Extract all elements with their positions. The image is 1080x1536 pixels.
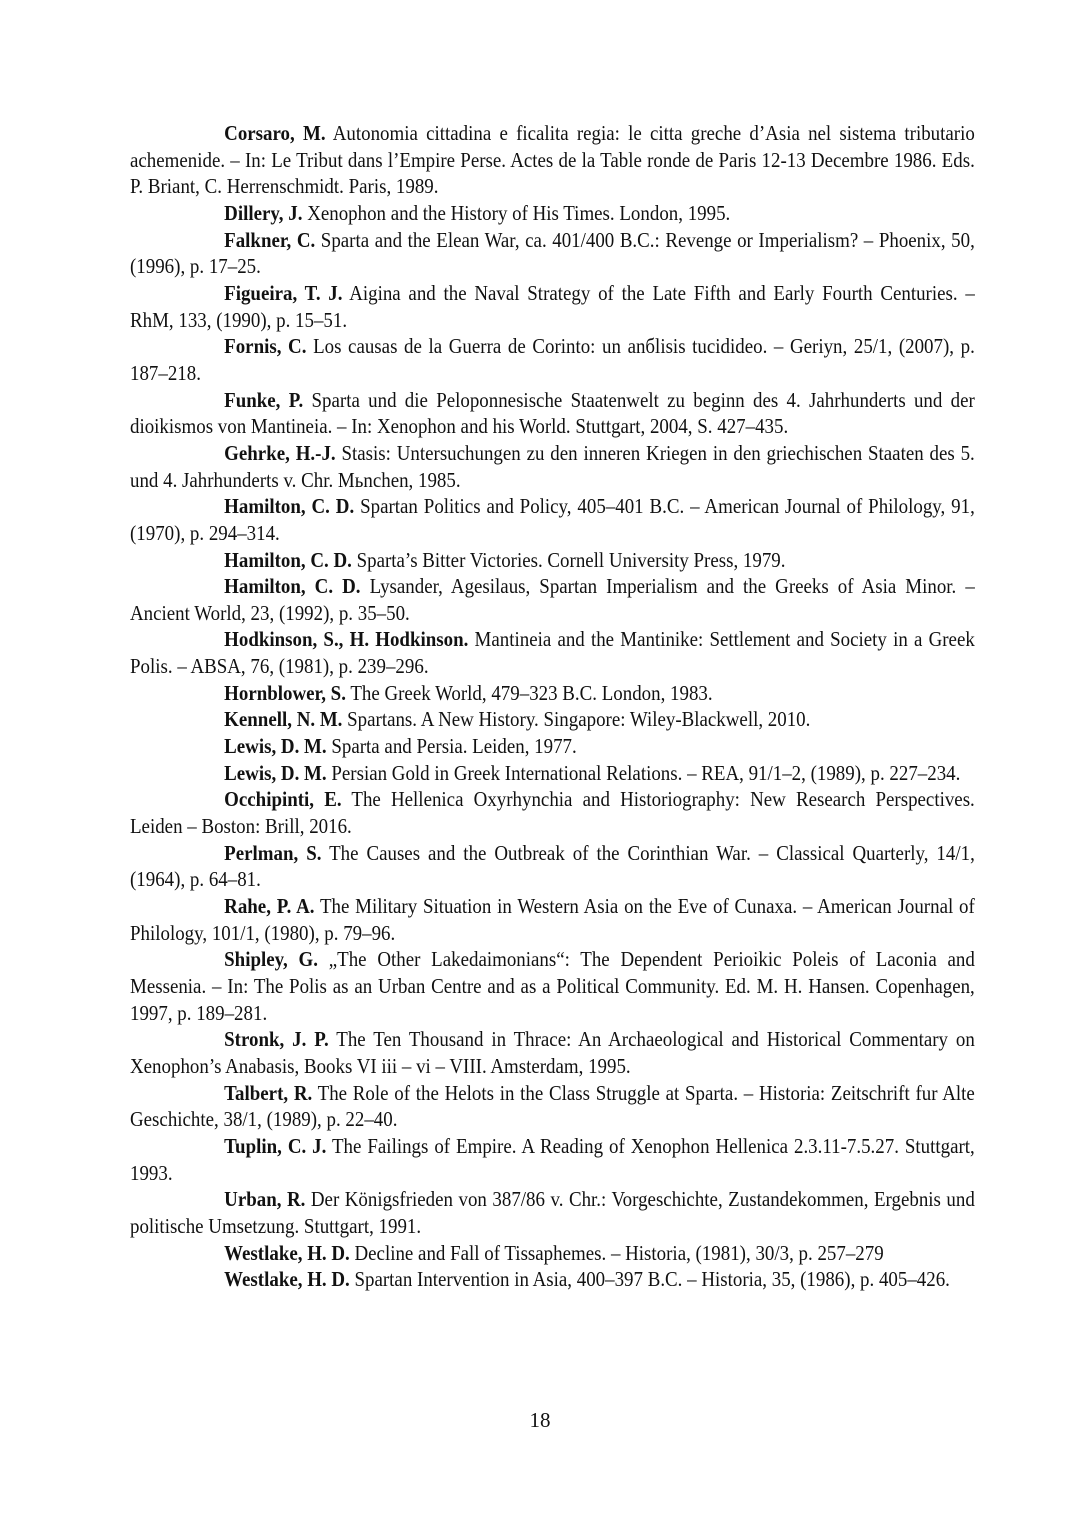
entry-author: Talbert, R.	[224, 1080, 313, 1105]
entry-text: „The Other Lakedaimonians“: The Dependent Perioikic Poleis of Laconia and Messenia. – In: The Polis as an Urban Centre and as a Political Community. Ed. M. H. Hansen. Copenhagen, 1997, p. 189–281.	[130, 947, 975, 1025]
entry-author: Perlman, S.	[224, 840, 322, 865]
entry-author: Shipley, G.	[224, 947, 319, 972]
entry-text: The Role of the Helots in the Class Struggle at Sparta. – Historia: Zeitschrift fur Alte Geschichte, 38/1, (1989), p. 22–40.	[130, 1080, 975, 1132]
entry-author: Gehrke, H.-J.	[224, 440, 336, 465]
entry-text: Sparta und die Peloponnesische Staatenwelt zu beginn des 4. Jahrhunderts und der dioikismos von Mantineia. – In: Xenophon and his World. Stuttgart, 2004, S. 427–435.	[130, 387, 975, 439]
bibliography-entry	[130, 1026, 975, 1079]
entry-author: Hornblower, S.	[224, 680, 346, 705]
bibliography-entry	[130, 120, 975, 200]
bibliography-entry	[130, 733, 975, 760]
entry-text: Sparta’s Bitter Victories. Cornell University Press, 1979.	[351, 547, 786, 572]
bibliography-entry	[130, 1186, 975, 1239]
bibliography-entry	[130, 387, 975, 440]
entry-author: Fornis, C.	[224, 334, 307, 359]
entry-text: The Military Situation in Western Asia on the Eve of Cunaxa. – American Journal of Philology, 101/1, (1980), p. 79–96.	[130, 894, 975, 945]
entry-author: Occhipinti, E.	[224, 787, 342, 812]
entry-author: Figueira, T. J.	[224, 280, 343, 305]
entry-text: Decline and Fall of Tissaphemes. – Historia, (1981), 30/3, p. 257–279	[349, 1240, 884, 1265]
entry-text: Sparta and Persia. Leiden, 1977.	[326, 734, 577, 759]
entry-author: Hamilton, C. D.	[224, 574, 361, 599]
entry-text: Sparta and the Elean War, ca. 401/400 B.C.: Revenge or Imperialism? – Phoenix, 50, (1996), p. 17–25.	[130, 227, 975, 279]
bibliography-entry	[130, 1133, 975, 1186]
entry-text: Stasis: Untersuchungen zu den inneren Kriegen in den griechischen Staaten des 5. und 4. Jahrhunderts v. Chr. Mьnchen, 1985.	[130, 440, 975, 492]
entry-author: Westlake, H. D.	[224, 1267, 350, 1292]
entry-author: Dillery, J.	[224, 200, 303, 225]
bibliography-entry	[130, 547, 975, 574]
entry-text: The Causes and the Outbreak of the Corinthian War. – Classical Quarterly, 14/1, (1964), p. 64–81.	[130, 840, 975, 892]
entry-author: Corsaro, M.	[224, 121, 326, 145]
entry-text: Los causas de la Guerra de Corinto: un anбlisis tucidideo. – Geriyn, 25/1, (2007), p. 187–218.	[130, 334, 975, 385]
entry-text: Spartan Intervention in Asia, 400–397 B.C. – Historia, 35, (1986), p. 405–426.	[349, 1267, 950, 1292]
bibliography-entry	[130, 1240, 975, 1267]
bibliography-entry	[130, 893, 975, 946]
entry-author: Rahe, P. A.	[224, 894, 315, 919]
entry-text: The Ten Thousand in Thrace: An Archaeological and Historical Commentary on Xenophon’s Anabasis, Books VI iii – vi – VIII. Amsterdam, 1995.	[130, 1027, 975, 1078]
entry-text: Autonomia cittadina e ficalita regia: le citta greche d’Asia nel sistema tributario achemenide. – In: Le Tribut dans l’Empire Perse. Actes de la Table ronde de Paris 12-13 Decembre 1986. Eds. P. Briant, C. Herrenschmidt. Paris, 1989.	[130, 121, 975, 199]
entry-author: Lewis, D. M.	[224, 734, 327, 759]
entry-author: Hodkinson, S., H. Hodkinson.	[224, 627, 469, 652]
bibliography-entry	[130, 227, 975, 280]
bibliography-entry	[130, 946, 975, 1026]
bibliography-list	[130, 120, 975, 1293]
entry-text: The Greek World, 479–323 B.C. London, 1983.	[345, 680, 713, 705]
entry-text: The Hellenica Oxyrhynchia and Historiography: New Research Perspectives. Leiden – Boston: Brill, 2016.	[130, 787, 975, 839]
bibliography-entry	[130, 786, 975, 839]
entry-text: The Failings of Empire. A Reading of Xenophon Hellenica 2.3.11-7.5.27. Stuttgart, 1993.	[130, 1133, 975, 1185]
entry-text: Xenophon and the History of His Times. London, 1995.	[302, 200, 731, 225]
entry-text: Spartan Politics and Policy, 405–401 B.C. – American Journal of Philology, 91, (1970), p. 294–314.	[130, 494, 975, 545]
bibliography-entry	[130, 333, 975, 386]
entry-author: Westlake, H. D.	[224, 1240, 350, 1265]
bibliography-entry	[130, 626, 975, 679]
entry-text: Der Königsfrieden von 387/86 v. Chr.: Vorgeschichte, Zustandekommen, Ergebnis und politische Umsetzung. Stuttgart, 1991.	[130, 1187, 975, 1238]
entry-author: Lewis, D. M.	[224, 760, 327, 785]
bibliography-entry	[130, 680, 975, 707]
entry-author: Hamilton, C. D.	[224, 494, 355, 519]
entry-author: Falkner, C.	[224, 227, 316, 252]
bibliography-entry	[130, 1266, 975, 1293]
entry-author: Funke, P.	[224, 387, 304, 412]
entry-text: Lysander, Agesilaus, Spartan Imperialism and the Greeks of Asia Minor. – Ancient World, 23, (1992), p. 35–50.	[130, 574, 975, 625]
page-number: 18	[529, 1408, 551, 1432]
entry-text: Persian Gold in Greek International Relations. – REA, 91/1–2, (1989), p. 227–234.	[326, 760, 961, 785]
bibliography-entry	[130, 760, 975, 787]
bibliography-entry	[130, 493, 975, 546]
bibliography-entry	[130, 280, 975, 333]
entry-author: Hamilton, C. D.	[224, 547, 352, 572]
entry-author: Stronk, J. P.	[224, 1027, 329, 1052]
entry-author: Kennell, N. M.	[224, 707, 343, 732]
entry-author: Urban, R.	[224, 1187, 306, 1212]
entry-text: Mantineia and the Mantinike: Settlement and Society in a Greek Polis. – ABSA, 76, (1981), p. 239–296.	[130, 627, 975, 679]
bibliography-entry	[130, 1080, 975, 1133]
entry-author: Tuplin, C. J.	[224, 1133, 327, 1158]
entry-text: Spartans. A New History. Singapore: Wiley-Blackwell, 2010.	[342, 707, 811, 732]
bibliography-entry	[130, 706, 975, 733]
bibliography-entry	[130, 440, 975, 493]
bibliography-entry	[130, 573, 975, 626]
bibliography-entry	[130, 200, 975, 227]
entry-text: Aigina and the Naval Strategy of the Late Fifth and Early Fourth Centuries. – RhM, 133, (1990), p. 15–51.	[130, 280, 975, 332]
bibliography-entry	[130, 840, 975, 893]
